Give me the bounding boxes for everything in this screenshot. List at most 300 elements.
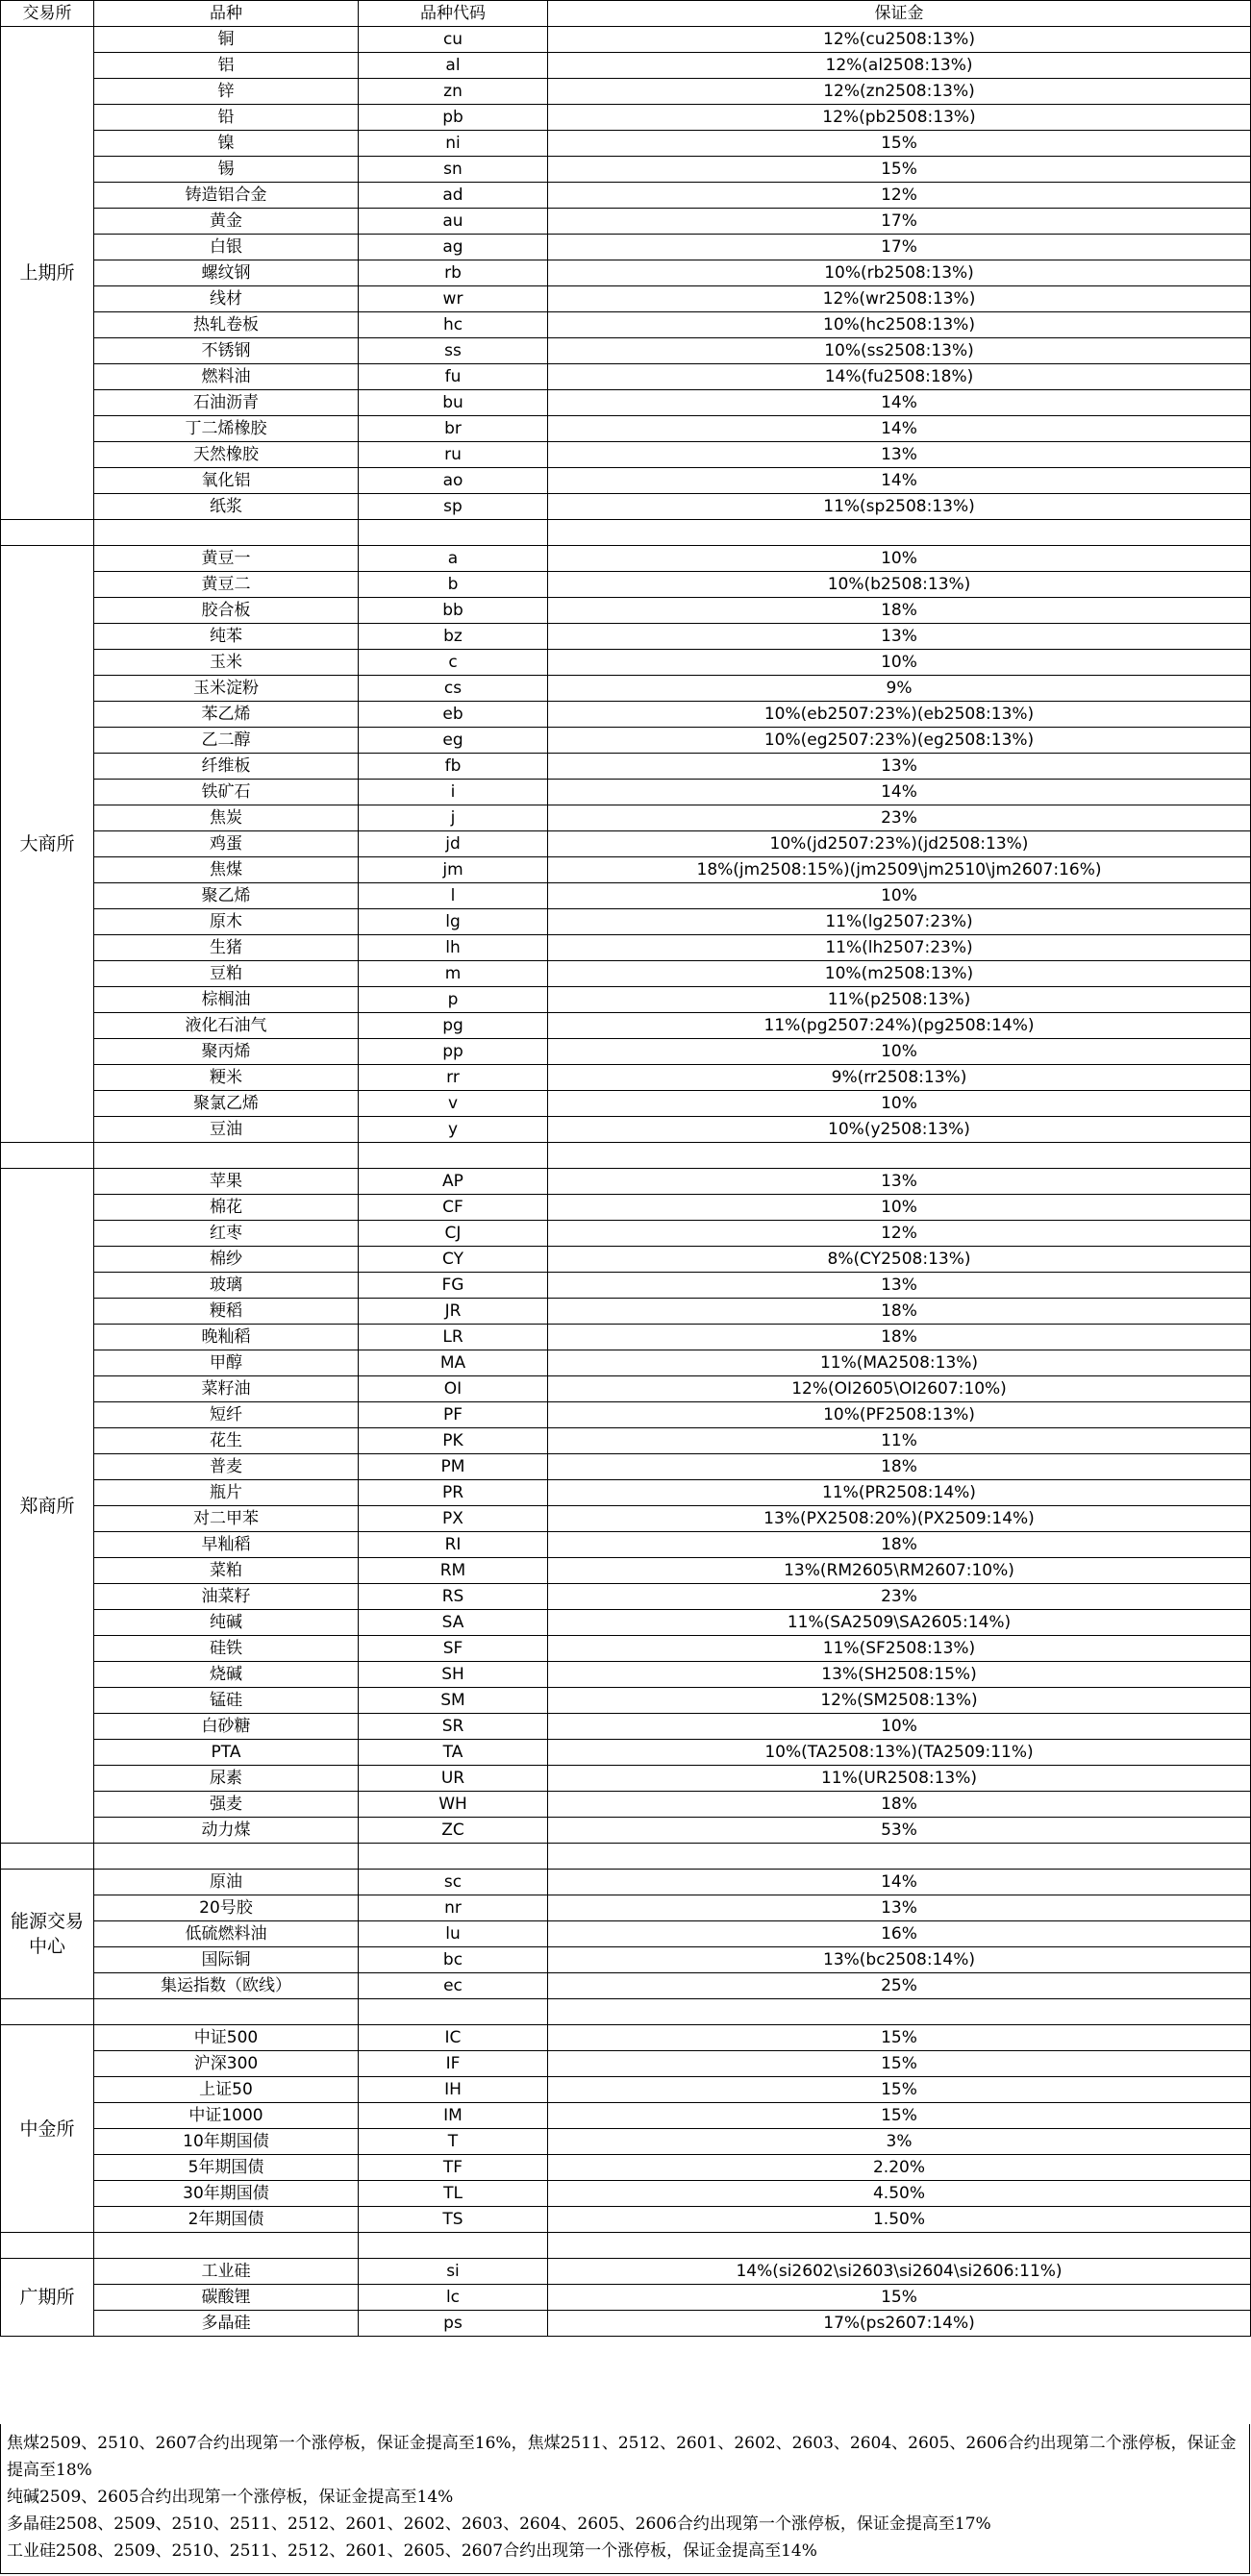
table-row xyxy=(1,1169,1251,1195)
spacer-cell xyxy=(359,1844,548,1870)
code-cell: m xyxy=(359,961,548,987)
header-row xyxy=(1,1,1251,27)
margin-cell: 12%(pb2508:13%) xyxy=(548,105,1251,131)
table-row xyxy=(1,1818,1251,1844)
code-cell: al xyxy=(359,53,548,79)
name-cell: 铅 xyxy=(94,105,359,131)
margin-cell: 14%(si2602\si2603\si2604\si2606:11%) xyxy=(548,2259,1251,2285)
margin-cell: 10%(PF2508:13%) xyxy=(548,1402,1251,1428)
code-cell: v xyxy=(359,1091,548,1117)
code-cell: AP xyxy=(359,1169,548,1195)
code-cell: pp xyxy=(359,1039,548,1065)
table-row xyxy=(1,650,1251,676)
header-margin: 保证金 xyxy=(548,1,1251,27)
name-cell: 低硫燃料油 xyxy=(94,1921,359,1947)
name-cell: 花生 xyxy=(94,1428,359,1454)
margin-cell: 13% xyxy=(548,442,1251,468)
name-cell: 焦炭 xyxy=(94,805,359,831)
code-cell: lc xyxy=(359,2285,548,2311)
name-cell: 原木 xyxy=(94,909,359,935)
code-cell: PR xyxy=(359,1480,548,1506)
margin-cell: 15% xyxy=(548,131,1251,157)
margin-cell: 23% xyxy=(548,1584,1251,1610)
name-cell: 多晶硅 xyxy=(94,2311,359,2337)
margin-cell: 13%(SH2508:15%) xyxy=(548,1662,1251,1688)
code-cell: SR xyxy=(359,1714,548,1740)
margin-cell: 11%(PR2508:14%) xyxy=(548,1480,1251,1506)
table-row xyxy=(1,831,1251,857)
table-row xyxy=(1,1428,1251,1454)
table-row xyxy=(1,27,1251,53)
code-cell: pb xyxy=(359,105,548,131)
name-cell: 中证500 xyxy=(94,2025,359,2051)
name-cell: 豆油 xyxy=(94,1117,359,1143)
name-cell: 工业硅 xyxy=(94,2259,359,2285)
margin-cell: 15% xyxy=(548,157,1251,183)
code-cell: TL xyxy=(359,2181,548,2207)
spacer-cell xyxy=(548,2233,1251,2259)
name-cell: 石油沥青 xyxy=(94,390,359,416)
exchange-cell: 上期所 xyxy=(1,27,94,520)
margin-cell: 10%(m2508:13%) xyxy=(548,961,1251,987)
table-row xyxy=(1,1740,1251,1766)
name-cell: 焦煤 xyxy=(94,857,359,883)
table-row xyxy=(1,53,1251,79)
name-cell: 动力煤 xyxy=(94,1818,359,1844)
margin-cell: 14% xyxy=(548,780,1251,805)
code-cell: IH xyxy=(359,2077,548,2103)
name-cell: 棕榈油 xyxy=(94,987,359,1013)
table-row xyxy=(1,1221,1251,1247)
table-row xyxy=(1,131,1251,157)
table-row xyxy=(1,2285,1251,2311)
code-cell: eg xyxy=(359,728,548,754)
table-row xyxy=(1,2181,1251,2207)
margin-cell: 14%(fu2508:18%) xyxy=(548,364,1251,390)
name-cell: 白银 xyxy=(94,235,359,260)
exchange-cell: 郑商所 xyxy=(1,1169,94,1844)
note-2: 纯碱2509、2605合约出现第一个涨停板，保证金提高至14% xyxy=(7,2488,454,2507)
note-3: 多晶硅2508、2509、2510、2511、2512、2601、2602、2603、2604、2605、2606合约出现第一个涨停板，保证金提高至17% xyxy=(7,2514,991,2534)
margin-cell: 11%(lh2507:23%) xyxy=(548,935,1251,961)
margin-cell: 10%(jd2507:23%)(jd2508:13%) xyxy=(548,831,1251,857)
exchange-cell: 广期所 xyxy=(1,2259,94,2337)
table-row xyxy=(1,1714,1251,1740)
table-row xyxy=(1,1662,1251,1688)
name-cell: 白砂糖 xyxy=(94,1714,359,1740)
table-row xyxy=(1,1350,1251,1376)
table-row xyxy=(1,1636,1251,1662)
table-row xyxy=(1,1065,1251,1091)
name-cell: 30年期国债 xyxy=(94,2181,359,2207)
code-cell: ad xyxy=(359,183,548,209)
name-cell: 不锈钢 xyxy=(94,338,359,364)
spacer-row xyxy=(1,520,1251,546)
note-4: 工业硅2508、2509、2510、2511、2512、2601、2605、2607合约出现第一个涨停板，保证金提高至14% xyxy=(7,2541,817,2561)
code-cell: i xyxy=(359,780,548,805)
spacer-row xyxy=(1,1844,1251,1870)
margin-cell: 13% xyxy=(548,1895,1251,1921)
table-row xyxy=(1,1454,1251,1480)
name-cell: 黄金 xyxy=(94,209,359,235)
name-cell: 粳稻 xyxy=(94,1299,359,1325)
table-row xyxy=(1,494,1251,520)
margin-cell: 10%(hc2508:13%) xyxy=(548,312,1251,338)
code-cell: ru xyxy=(359,442,548,468)
margin-cell: 13% xyxy=(548,1169,1251,1195)
code-cell: c xyxy=(359,650,548,676)
table-row xyxy=(1,79,1251,105)
spacer-cell xyxy=(359,520,548,546)
code-cell: p xyxy=(359,987,548,1013)
name-cell: 锰硅 xyxy=(94,1688,359,1714)
code-cell: UR xyxy=(359,1766,548,1792)
name-cell: 氧化铝 xyxy=(94,468,359,494)
margin-cell: 13% xyxy=(548,624,1251,650)
name-cell: 碳酸锂 xyxy=(94,2285,359,2311)
margin-cell: 8%(CY2508:13%) xyxy=(548,1247,1251,1273)
margin-cell: 14% xyxy=(548,1870,1251,1895)
code-cell: CF xyxy=(359,1195,548,1221)
spacer-cell xyxy=(94,1999,359,2025)
table-row xyxy=(1,1973,1251,1999)
name-cell: 粳米 xyxy=(94,1065,359,1091)
code-cell: FG xyxy=(359,1273,548,1299)
header-name: 品种 xyxy=(94,1,359,27)
table-row xyxy=(1,1091,1251,1117)
spacer-cell xyxy=(94,520,359,546)
code-cell: nr xyxy=(359,1895,548,1921)
code-cell: SF xyxy=(359,1636,548,1662)
table-row xyxy=(1,1558,1251,1584)
table-row xyxy=(1,1117,1251,1143)
margin-cell: 17%(ps2607:14%) xyxy=(548,2311,1251,2337)
table-row xyxy=(1,987,1251,1013)
name-cell: 锌 xyxy=(94,79,359,105)
margin-cell: 10% xyxy=(548,1039,1251,1065)
table-row xyxy=(1,1921,1251,1947)
table-row xyxy=(1,1273,1251,1299)
code-cell: TS xyxy=(359,2207,548,2233)
name-cell: 聚丙烯 xyxy=(94,1039,359,1065)
spacer-row xyxy=(1,1999,1251,2025)
name-cell: 豆粕 xyxy=(94,961,359,987)
table-row xyxy=(1,780,1251,805)
code-cell: ao xyxy=(359,468,548,494)
margin-cell: 18% xyxy=(548,1325,1251,1350)
margin-cell: 11% xyxy=(548,1428,1251,1454)
margin-cell: 10% xyxy=(548,1091,1251,1117)
name-cell: 菜粕 xyxy=(94,1558,359,1584)
margin-cell: 13% xyxy=(548,754,1251,780)
table-row xyxy=(1,1506,1251,1532)
spacer-cell xyxy=(548,1999,1251,2025)
table-row xyxy=(1,1013,1251,1039)
code-cell: hc xyxy=(359,312,548,338)
table-row xyxy=(1,260,1251,286)
table-row xyxy=(1,338,1251,364)
code-cell: SA xyxy=(359,1610,548,1636)
name-cell: 玉米淀粉 xyxy=(94,676,359,702)
name-cell: 短纤 xyxy=(94,1402,359,1428)
table-row xyxy=(1,1792,1251,1818)
table-row xyxy=(1,312,1251,338)
code-cell: PM xyxy=(359,1454,548,1480)
spacer-cell xyxy=(1,2233,94,2259)
table-row xyxy=(1,235,1251,260)
code-cell: ag xyxy=(359,235,548,260)
margin-cell: 15% xyxy=(548,2077,1251,2103)
table-row xyxy=(1,1584,1251,1610)
name-cell: 乙二醇 xyxy=(94,728,359,754)
margin-cell: 12%(cu2508:13%) xyxy=(548,27,1251,53)
spacer-cell xyxy=(548,520,1251,546)
margin-cell: 13% xyxy=(548,1273,1251,1299)
margin-cell: 16% xyxy=(548,1921,1251,1947)
code-cell: IC xyxy=(359,2025,548,2051)
margin-cell: 13%(RM2605\RM2607:10%) xyxy=(548,1558,1251,1584)
code-cell: ps xyxy=(359,2311,548,2337)
name-cell: 棉花 xyxy=(94,1195,359,1221)
table-row xyxy=(1,1480,1251,1506)
code-cell: lh xyxy=(359,935,548,961)
spacer-cell xyxy=(548,1143,1251,1169)
margin-cell: 9%(rr2508:13%) xyxy=(548,1065,1251,1091)
code-cell: sc xyxy=(359,1870,548,1895)
code-cell: PF xyxy=(359,1402,548,1428)
margin-cell: 53% xyxy=(548,1818,1251,1844)
name-cell: PTA xyxy=(94,1740,359,1766)
code-cell: TA xyxy=(359,1740,548,1766)
code-cell: cs xyxy=(359,676,548,702)
margin-cell: 10% xyxy=(548,650,1251,676)
name-cell: 玉米 xyxy=(94,650,359,676)
table-row xyxy=(1,183,1251,209)
margin-cell: 23% xyxy=(548,805,1251,831)
name-cell: 胶合板 xyxy=(94,598,359,624)
table-row xyxy=(1,2311,1251,2337)
code-cell: fb xyxy=(359,754,548,780)
table-row xyxy=(1,364,1251,390)
name-cell: 铜 xyxy=(94,27,359,53)
margin-cell: 10%(eg2507:23%)(eg2508:13%) xyxy=(548,728,1251,754)
code-cell: ss xyxy=(359,338,548,364)
spacer-cell xyxy=(94,1844,359,1870)
code-cell: j xyxy=(359,805,548,831)
code-cell: TF xyxy=(359,2155,548,2181)
table-row xyxy=(1,1247,1251,1273)
margin-cell: 10%(b2508:13%) xyxy=(548,572,1251,598)
name-cell: 2年期国债 xyxy=(94,2207,359,2233)
code-cell: IM xyxy=(359,2103,548,2129)
name-cell: 液化石油气 xyxy=(94,1013,359,1039)
name-cell: 螺纹钢 xyxy=(94,260,359,286)
margin-cell: 12%(zn2508:13%) xyxy=(548,79,1251,105)
exchange-cell: 中金所 xyxy=(1,2025,94,2233)
table-row xyxy=(1,2259,1251,2285)
margin-cell: 11%(UR2508:13%) xyxy=(548,1766,1251,1792)
margin-cell: 18% xyxy=(548,1299,1251,1325)
name-cell: 热轧卷板 xyxy=(94,312,359,338)
code-cell: lu xyxy=(359,1921,548,1947)
code-cell: zn xyxy=(359,79,548,105)
margin-cell: 15% xyxy=(548,2051,1251,2077)
name-cell: 烧碱 xyxy=(94,1662,359,1688)
margin-cell: 10% xyxy=(548,1195,1251,1221)
code-cell: au xyxy=(359,209,548,235)
margin-cell: 15% xyxy=(548,2025,1251,2051)
header-exchange: 交易所 xyxy=(1,1,94,27)
name-cell: 纯苯 xyxy=(94,624,359,650)
name-cell: 玻璃 xyxy=(94,1273,359,1299)
code-cell: bz xyxy=(359,624,548,650)
name-cell: 铸造铝合金 xyxy=(94,183,359,209)
table-row xyxy=(1,1870,1251,1895)
header-code: 品种代码 xyxy=(359,1,548,27)
table-row xyxy=(1,2129,1251,2155)
name-cell: 尿素 xyxy=(94,1766,359,1792)
code-cell: a xyxy=(359,546,548,572)
name-cell: 上证50 xyxy=(94,2077,359,2103)
margin-cell: 11%(lg2507:23%) xyxy=(548,909,1251,935)
margin-table-body xyxy=(1,1,1251,2337)
code-cell: jd xyxy=(359,831,548,857)
margin-cell: 12% xyxy=(548,1221,1251,1247)
spacer-cell xyxy=(94,1143,359,1169)
code-cell: bb xyxy=(359,598,548,624)
code-cell: IF xyxy=(359,2051,548,2077)
name-cell: 鸡蛋 xyxy=(94,831,359,857)
code-cell: JR xyxy=(359,1299,548,1325)
table-row xyxy=(1,1402,1251,1428)
margin-cell: 18% xyxy=(548,1792,1251,1818)
margin-cell: 11%(p2508:13%) xyxy=(548,987,1251,1013)
name-cell: 中证1000 xyxy=(94,2103,359,2129)
code-cell: pg xyxy=(359,1013,548,1039)
table-row xyxy=(1,157,1251,183)
code-cell: sp xyxy=(359,494,548,520)
margin-cell: 10% xyxy=(548,1714,1251,1740)
name-cell: 苹果 xyxy=(94,1169,359,1195)
table-row xyxy=(1,442,1251,468)
code-cell: ZC xyxy=(359,1818,548,1844)
name-cell: 纯碱 xyxy=(94,1610,359,1636)
name-cell: 20号胶 xyxy=(94,1895,359,1921)
code-cell: OI xyxy=(359,1376,548,1402)
table-row xyxy=(1,1325,1251,1350)
name-cell: 晚籼稻 xyxy=(94,1325,359,1350)
name-cell: 苯乙烯 xyxy=(94,702,359,728)
table-row xyxy=(1,546,1251,572)
margin-cell: 12% xyxy=(548,183,1251,209)
name-cell: 聚乙烯 xyxy=(94,883,359,909)
name-cell: 硅铁 xyxy=(94,1636,359,1662)
name-cell: 生猪 xyxy=(94,935,359,961)
code-cell: WH xyxy=(359,1792,548,1818)
name-cell: 普麦 xyxy=(94,1454,359,1480)
exchange-cell: 能源交易中心 xyxy=(1,1870,94,1999)
margin-cell: 11%(MA2508:13%) xyxy=(548,1350,1251,1376)
name-cell: 国际铜 xyxy=(94,1947,359,1973)
margin-cell: 14% xyxy=(548,468,1251,494)
code-cell: b xyxy=(359,572,548,598)
name-cell: 黄豆一 xyxy=(94,546,359,572)
notes-block xyxy=(0,2424,1250,2574)
margin-cell: 3% xyxy=(548,2129,1251,2155)
code-cell: MA xyxy=(359,1350,548,1376)
margin-cell: 11%(sp2508:13%) xyxy=(548,494,1251,520)
margin-cell: 18%(jm2508:15%)(jm2509\jm2510\jm2607:16%) xyxy=(548,857,1251,883)
margin-cell: 18% xyxy=(548,598,1251,624)
name-cell: 黄豆二 xyxy=(94,572,359,598)
code-cell: ec xyxy=(359,1973,548,1999)
code-cell: ni xyxy=(359,131,548,157)
code-cell: bc xyxy=(359,1947,548,1973)
table-row xyxy=(1,572,1251,598)
code-cell: bu xyxy=(359,390,548,416)
spacer-cell xyxy=(1,1999,94,2025)
table-row xyxy=(1,1895,1251,1921)
code-cell: l xyxy=(359,883,548,909)
margin-cell: 11%(SF2508:13%) xyxy=(548,1636,1251,1662)
code-cell: PK xyxy=(359,1428,548,1454)
spacer-row xyxy=(1,1143,1251,1169)
code-cell: LR xyxy=(359,1325,548,1350)
margin-cell: 17% xyxy=(548,235,1251,260)
name-cell: 瓶片 xyxy=(94,1480,359,1506)
table-row xyxy=(1,2025,1251,2051)
table-row xyxy=(1,2051,1251,2077)
table-row xyxy=(1,2103,1251,2129)
table-row xyxy=(1,1039,1251,1065)
table-row xyxy=(1,209,1251,235)
name-cell: 丁二烯橡胶 xyxy=(94,416,359,442)
name-cell: 早籼稻 xyxy=(94,1532,359,1558)
margin-cell: 18% xyxy=(548,1532,1251,1558)
code-cell: RI xyxy=(359,1532,548,1558)
code-cell: PX xyxy=(359,1506,548,1532)
table-row xyxy=(1,961,1251,987)
name-cell: 纸浆 xyxy=(94,494,359,520)
margin-cell: 12%(OI2605\OI2607:10%) xyxy=(548,1376,1251,1402)
table-row xyxy=(1,1532,1251,1558)
margin-cell: 14% xyxy=(548,416,1251,442)
margin-cell: 11%(SA2509\SA2605:14%) xyxy=(548,1610,1251,1636)
code-cell: SH xyxy=(359,1662,548,1688)
name-cell: 对二甲苯 xyxy=(94,1506,359,1532)
spacer-cell xyxy=(1,1844,94,1870)
table-row xyxy=(1,909,1251,935)
code-cell: SM xyxy=(359,1688,548,1714)
table-row xyxy=(1,805,1251,831)
margin-cell: 10% xyxy=(548,883,1251,909)
margin-cell: 15% xyxy=(548,2285,1251,2311)
name-cell: 油菜籽 xyxy=(94,1584,359,1610)
code-cell: wr xyxy=(359,286,548,312)
margin-cell: 9% xyxy=(548,676,1251,702)
code-cell: y xyxy=(359,1117,548,1143)
name-cell: 棉纱 xyxy=(94,1247,359,1273)
margin-cell: 13%(bc2508:14%) xyxy=(548,1947,1251,1973)
table-row xyxy=(1,1610,1251,1636)
code-cell: si xyxy=(359,2259,548,2285)
table-row xyxy=(1,624,1251,650)
code-cell: lg xyxy=(359,909,548,935)
spacer-cell xyxy=(359,2233,548,2259)
name-cell: 铁矿石 xyxy=(94,780,359,805)
margin-cell: 1.50% xyxy=(548,2207,1251,2233)
table-row xyxy=(1,754,1251,780)
